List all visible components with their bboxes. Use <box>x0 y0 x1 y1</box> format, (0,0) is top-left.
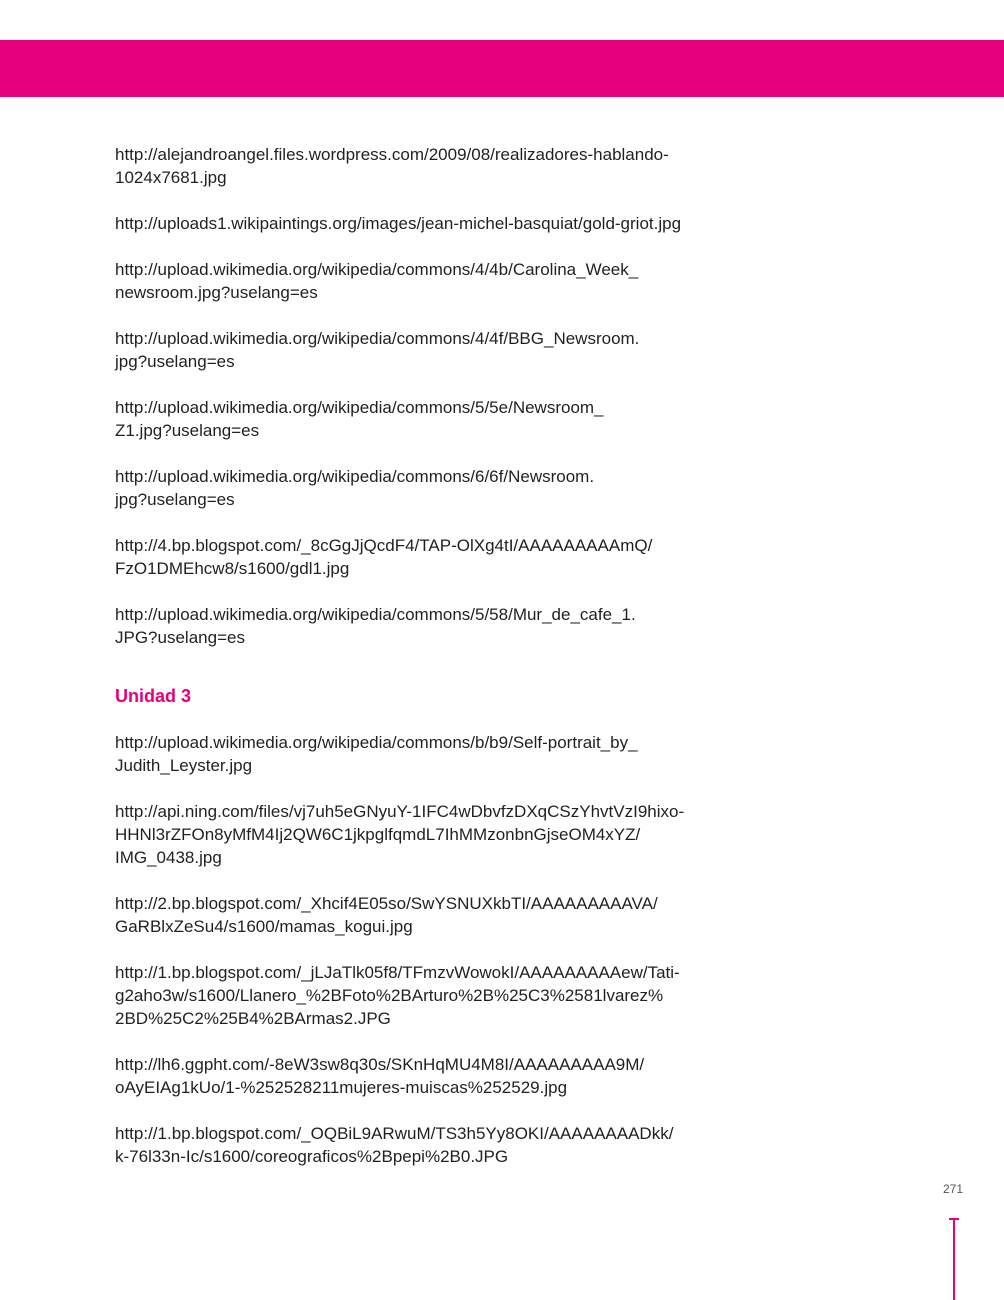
reference-line: FzO1DMEhcw8/s1600/gdl1.jpg <box>115 559 350 578</box>
reference-line: JPG?uselang=es <box>115 628 245 647</box>
reference-entry <box>115 1053 715 1099</box>
reference-entry <box>115 534 715 580</box>
reference-line: http://upload.wikimedia.org/wikipedia/commons/4/4b/Carolina_Week_ <box>115 260 639 279</box>
reference-line: http://2.bp.blogspot.com/_Xhcif4E05so/SwYSNUXkbTI/AAAAAAAAAVA/ <box>115 894 658 913</box>
reference-line: k-76l33n-Ic/s1600/coreograficos%2Bpepi%2B0.JPG <box>115 1147 509 1166</box>
reference-line: 2BD%25C2%25B4%2BArmas2.JPG <box>115 1009 391 1028</box>
reference-line: http://alejandroangel.files.wordpress.com/2009/08/realizadores-hablando- <box>115 145 669 164</box>
reference-line: IMG_0438.jpg <box>115 848 222 867</box>
references-content <box>115 143 715 1191</box>
reference-line: http://upload.wikimedia.org/wikipedia/commons/b/b9/Self-portrait_by_ <box>115 733 638 752</box>
reference-entry <box>115 396 715 442</box>
reference-line: http://4.bp.blogspot.com/_8cGgJjQcdF4/TAP-OlXg4tI/AAAAAAAAAmQ/ <box>115 536 653 555</box>
reference-entry <box>115 143 715 189</box>
reference-entry <box>115 603 715 649</box>
reference-line: http://upload.wikimedia.org/wikipedia/commons/6/6f/Newsroom. <box>115 467 595 486</box>
reference-entry <box>115 892 715 938</box>
section-heading: Unidad 3 <box>115 686 192 706</box>
reference-line: Z1.jpg?uselang=es <box>115 421 260 440</box>
reference-entry <box>115 465 715 511</box>
reference-line: jpg?uselang=es <box>115 490 235 509</box>
reference-line: HHNl3rZFOn8yMfM4Ij2QW6C1jkpglfqmdL7IhMMzonbnGjseOM4xYZ/ <box>115 825 641 844</box>
reference-line: GaRBlxZeSu4/s1600/mamas_kogui.jpg <box>115 917 413 936</box>
reference-line: http://1.bp.blogspot.com/_jLJaTlk05f8/TFmzvWowokI/AAAAAAAAAew/Tati- <box>115 963 680 982</box>
reference-line: http://upload.wikimedia.org/wikipedia/commons/5/5e/Newsroom_ <box>115 398 604 417</box>
references-list-bottom <box>115 731 715 1168</box>
reference-line: newsroom.jpg?uselang=es <box>115 283 318 302</box>
reference-line: 1024x7681.jpg <box>115 168 227 187</box>
reference-entry <box>115 800 715 869</box>
header-band <box>0 40 1004 97</box>
page-number: 271 <box>942 1182 963 1196</box>
reference-line: http://uploads1.wikipaintings.org/images/jean-michel-basquiat/gold-griot.jpg <box>115 214 682 233</box>
reference-line: Judith_Leyster.jpg <box>115 756 253 775</box>
reference-line: http://api.ning.com/files/vj7uh5eGNyuY-1IFC4wDbvfzDXqCSzYhvtVzI9hixo- <box>115 802 685 821</box>
reference-line: g2aho3w/s1600/Llanero_%2BFoto%2BArturo%2B%25C3%2581lvarez% <box>115 986 664 1005</box>
reference-entry <box>115 961 715 1030</box>
reference-entry <box>115 258 715 304</box>
reference-line: oAyEIAg1kUo/1-%252528211mujeres-muiscas%252529.jpg <box>115 1078 568 1097</box>
page-rule <box>953 1218 955 1300</box>
reference-entry <box>115 731 715 777</box>
reference-entry <box>115 212 715 235</box>
reference-line: jpg?uselang=es <box>115 352 235 371</box>
reference-line: http://upload.wikimedia.org/wikipedia/commons/4/4f/BBG_Newsroom. <box>115 329 640 348</box>
references-list-top <box>115 143 715 649</box>
reference-line: http://1.bp.blogspot.com/_OQBiL9ARwuM/TS3h5Yy8OKI/AAAAAAAADkk/ <box>115 1124 674 1143</box>
reference-line: http://lh6.ggpht.com/-8eW3sw8q30s/SKnHqMU4M8I/AAAAAAAAA9M/ <box>115 1055 645 1074</box>
reference-entry <box>115 1122 715 1168</box>
reference-entry <box>115 327 715 373</box>
reference-line: http://upload.wikimedia.org/wikipedia/commons/5/58/Mur_de_cafe_1. <box>115 605 636 624</box>
